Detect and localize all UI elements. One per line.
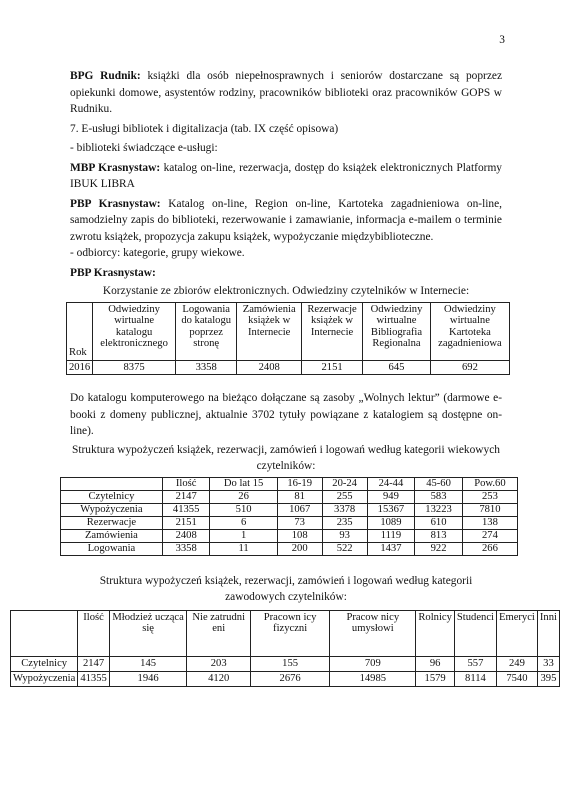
table1-cell: 3358 — [175, 360, 236, 375]
table2-header-cell: Ilość — [162, 477, 210, 490]
table-row — [11, 656, 560, 671]
pbp-label: PBP Krasnystaw: — [70, 197, 161, 210]
table2-cell: 26 — [210, 490, 277, 503]
table2-cell: 266 — [462, 542, 517, 555]
table-row — [61, 503, 518, 516]
table1-header-cell: Odwiedziny wirtualne katalogu elektronicznego — [93, 302, 176, 360]
mbp-text: katalog on-line, rezerwacja, dostęp do książek elektronicznych Platformy IBUK LIBRA — [70, 161, 502, 190]
table2-cell: 13223 — [415, 503, 463, 516]
table2-cell: 583 — [415, 490, 463, 503]
table2-caption: Struktura wypożyczeń książek, rezerwacji, zamówień i logowań według kategorii wiekowych czytelników: — [72, 443, 500, 472]
table2-cell: 11 — [210, 542, 277, 555]
table2-header-cell: 24-44 — [367, 477, 415, 490]
table3-cell: 33 — [537, 656, 559, 671]
table1-caption: Korzystanie ze zbiorów elektronicznych. Odwiedziny czytelników w Internecie: — [102, 285, 470, 297]
table2-header-row — [61, 477, 518, 490]
table-occupation-categories — [10, 610, 560, 687]
table3-cell: 395 — [537, 671, 559, 686]
table3-cell: 14985 — [330, 671, 416, 686]
table3-header-cell: Pracow nicy umysłowi — [330, 610, 416, 656]
table1-header-cell: Logowania do katalogu poprzez stronę — [175, 302, 236, 360]
table1-header-cell: Zamówienia książek w Internecie — [237, 302, 302, 360]
table3-cell: Czytelnicy — [11, 656, 78, 671]
table-row — [61, 516, 518, 529]
table2-cell: Rezerwacje — [61, 516, 163, 529]
table2-cell: Logowania — [61, 542, 163, 555]
table1-cell: 2151 — [302, 360, 363, 375]
table2-cell: 108 — [277, 529, 322, 542]
table2-cell: 2147 — [162, 490, 210, 503]
table3-cell: 145 — [109, 656, 187, 671]
table3-header-cell: Studenci — [454, 610, 496, 656]
table-row — [61, 529, 518, 542]
table2-cell: 2408 — [162, 529, 210, 542]
table2-cell: 1119 — [367, 529, 415, 542]
table2-cell: 41355 — [162, 503, 210, 516]
table1-header-cell: Odwiedziny wirtualne Bibliografia Regionalna — [363, 302, 431, 360]
table2-cell: Czytelnicy — [61, 490, 163, 503]
table3-cell: Wypożyczenia — [11, 671, 78, 686]
table1-header-row — [67, 302, 510, 360]
table3-cell: 709 — [330, 656, 416, 671]
libraries-providing-line: - biblioteki świadczące e-usługi: — [70, 142, 218, 154]
table2-cell: 510 — [210, 503, 277, 516]
table2-header-cell: 20-24 — [322, 477, 367, 490]
table2-cell: 1089 — [367, 516, 415, 529]
table3-header-cell: Nie zatrudni eni — [187, 610, 251, 656]
section-7-heading: 7. E-usługi bibliotek i digitalizacja (tab. IX część opisowa) — [70, 122, 339, 135]
table3-cell: 2147 — [78, 656, 109, 671]
page-number: 3 — [499, 34, 505, 46]
table2-cell: 274 — [462, 529, 517, 542]
table2-cell: 235 — [322, 516, 367, 529]
table2-header-cell: 16-19 — [277, 477, 322, 490]
table3-header-cell: Emeryci — [496, 610, 537, 656]
table3-cell: 96 — [416, 656, 455, 671]
table2-cell: 15367 — [367, 503, 415, 516]
bpg-rudnik-label: BPG Rudnik: — [70, 70, 141, 82]
table3-header-cell: Pracown icy fizyczni — [250, 610, 329, 656]
table3-cell: 249 — [496, 656, 537, 671]
bpg-rudnik-text: książki dla osób niepełnosprawnych i seniorów dostarczane są poprzez opiekunki domowe, asystentów rodziny, pracowników biblioteki oraz pracowników GOPS w Rudniku. — [70, 70, 502, 115]
pbp-heading: PBP Krasnystaw: — [70, 266, 156, 279]
table3-header-cell: Ilość — [78, 610, 109, 656]
table2-cell: 93 — [322, 529, 367, 542]
table2-cell: 949 — [367, 490, 415, 503]
table3-header-cell — [11, 610, 78, 656]
table1-header-cell: Rok — [67, 302, 93, 360]
table3-cell: 2676 — [250, 671, 329, 686]
table2-header-cell — [61, 477, 163, 490]
paragraph-pbp — [70, 196, 502, 246]
table2-cell: 610 — [415, 516, 463, 529]
paragraph-mbp — [70, 160, 502, 193]
table3-cell: 155 — [250, 656, 329, 671]
table2-cell: 522 — [322, 542, 367, 555]
table2-cell: 3378 — [322, 503, 367, 516]
table2-cell: 7810 — [462, 503, 517, 516]
table2-header-cell: 45-60 — [415, 477, 463, 490]
wolne-lektury-paragraph: Do katalogu komputerowego na bieżąco dołączane są zasoby „Wolnych lektur” (darmowe e-booki z domeny publicznej, aktualnie 3702 tytuły powiązane z katalogiem są dostępne on-line). — [70, 392, 502, 437]
table3-header-cell: Rolnicy — [416, 610, 455, 656]
table2-cell: 73 — [277, 516, 322, 529]
table3-header-cell: Młodzież ucząca się — [109, 610, 187, 656]
table1-cell: 8375 — [93, 360, 176, 375]
table2-cell: 200 — [277, 542, 322, 555]
table3-cell: 4120 — [187, 671, 251, 686]
table2-cell: 813 — [415, 529, 463, 542]
table2-cell: 1437 — [367, 542, 415, 555]
table3-header-row — [11, 610, 560, 656]
pbp-text: Katalog on-line, Region on-line, Kartoteka zagadnieniowa on-line, samodzielny zapis do biblioteki, rezerwowanie i zamawianie, informacja e-mailem o terminie zwrotu książek, propozycja zakupu książek, wypożyczanie międzybiblioteczne. — [70, 197, 503, 243]
table2-cell: Zamówienia — [61, 529, 163, 542]
table1-cell: 2016 — [67, 360, 93, 375]
table2-header-cell: Pow.60 — [462, 477, 517, 490]
table2-cell: 2151 — [162, 516, 210, 529]
table1-cell: 2408 — [237, 360, 302, 375]
table-age-categories — [60, 477, 518, 556]
table2-cell: Wypożyczenia — [61, 503, 163, 516]
paragraph-bpg-rudnik — [70, 68, 502, 118]
table2-cell: 1 — [210, 529, 277, 542]
table1-header-cell: Rezerwacje książek w Internecie — [302, 302, 363, 360]
table2-cell: 3358 — [162, 542, 210, 555]
table3-cell: 1579 — [416, 671, 455, 686]
table2-cell: 1067 — [277, 503, 322, 516]
table2-cell: 81 — [277, 490, 322, 503]
table3-cell: 557 — [454, 656, 496, 671]
recipients-line: - odbiorcy: kategorie, grupy wiekowe. — [70, 247, 245, 259]
table2-cell: 255 — [322, 490, 367, 503]
table2-cell: 138 — [462, 516, 517, 529]
table2-header-cell: Do lat 15 — [210, 477, 277, 490]
table3-header-cell: Inni — [537, 610, 559, 656]
table-row — [67, 360, 510, 375]
table3-cell: 41355 — [78, 671, 109, 686]
table-electronic-visits — [66, 302, 510, 376]
document-body — [13, 68, 557, 687]
table3-cell: 203 — [187, 656, 251, 671]
table-row — [61, 490, 518, 503]
table3-cell: 8114 — [454, 671, 496, 686]
table1-cell: 645 — [363, 360, 431, 375]
table1-cell: 692 — [430, 360, 509, 375]
table3-cell: 1946 — [109, 671, 187, 686]
table2-cell: 6 — [210, 516, 277, 529]
table2-cell: 922 — [415, 542, 463, 555]
table3-caption: Struktura wypożyczeń książek, rezerwacji, zamówień i logowań według kategorii zawodowych czytelników: — [99, 574, 473, 603]
mbp-label: MBP Krasnystaw: — [70, 161, 161, 174]
table2-cell: 253 — [462, 490, 517, 503]
table-row — [11, 671, 560, 686]
table1-header-cell: Odwiedziny wirtualne Kartoteka zagadnieniowa — [430, 302, 509, 360]
table3-cell: 7540 — [496, 671, 537, 686]
table-row — [61, 542, 518, 555]
